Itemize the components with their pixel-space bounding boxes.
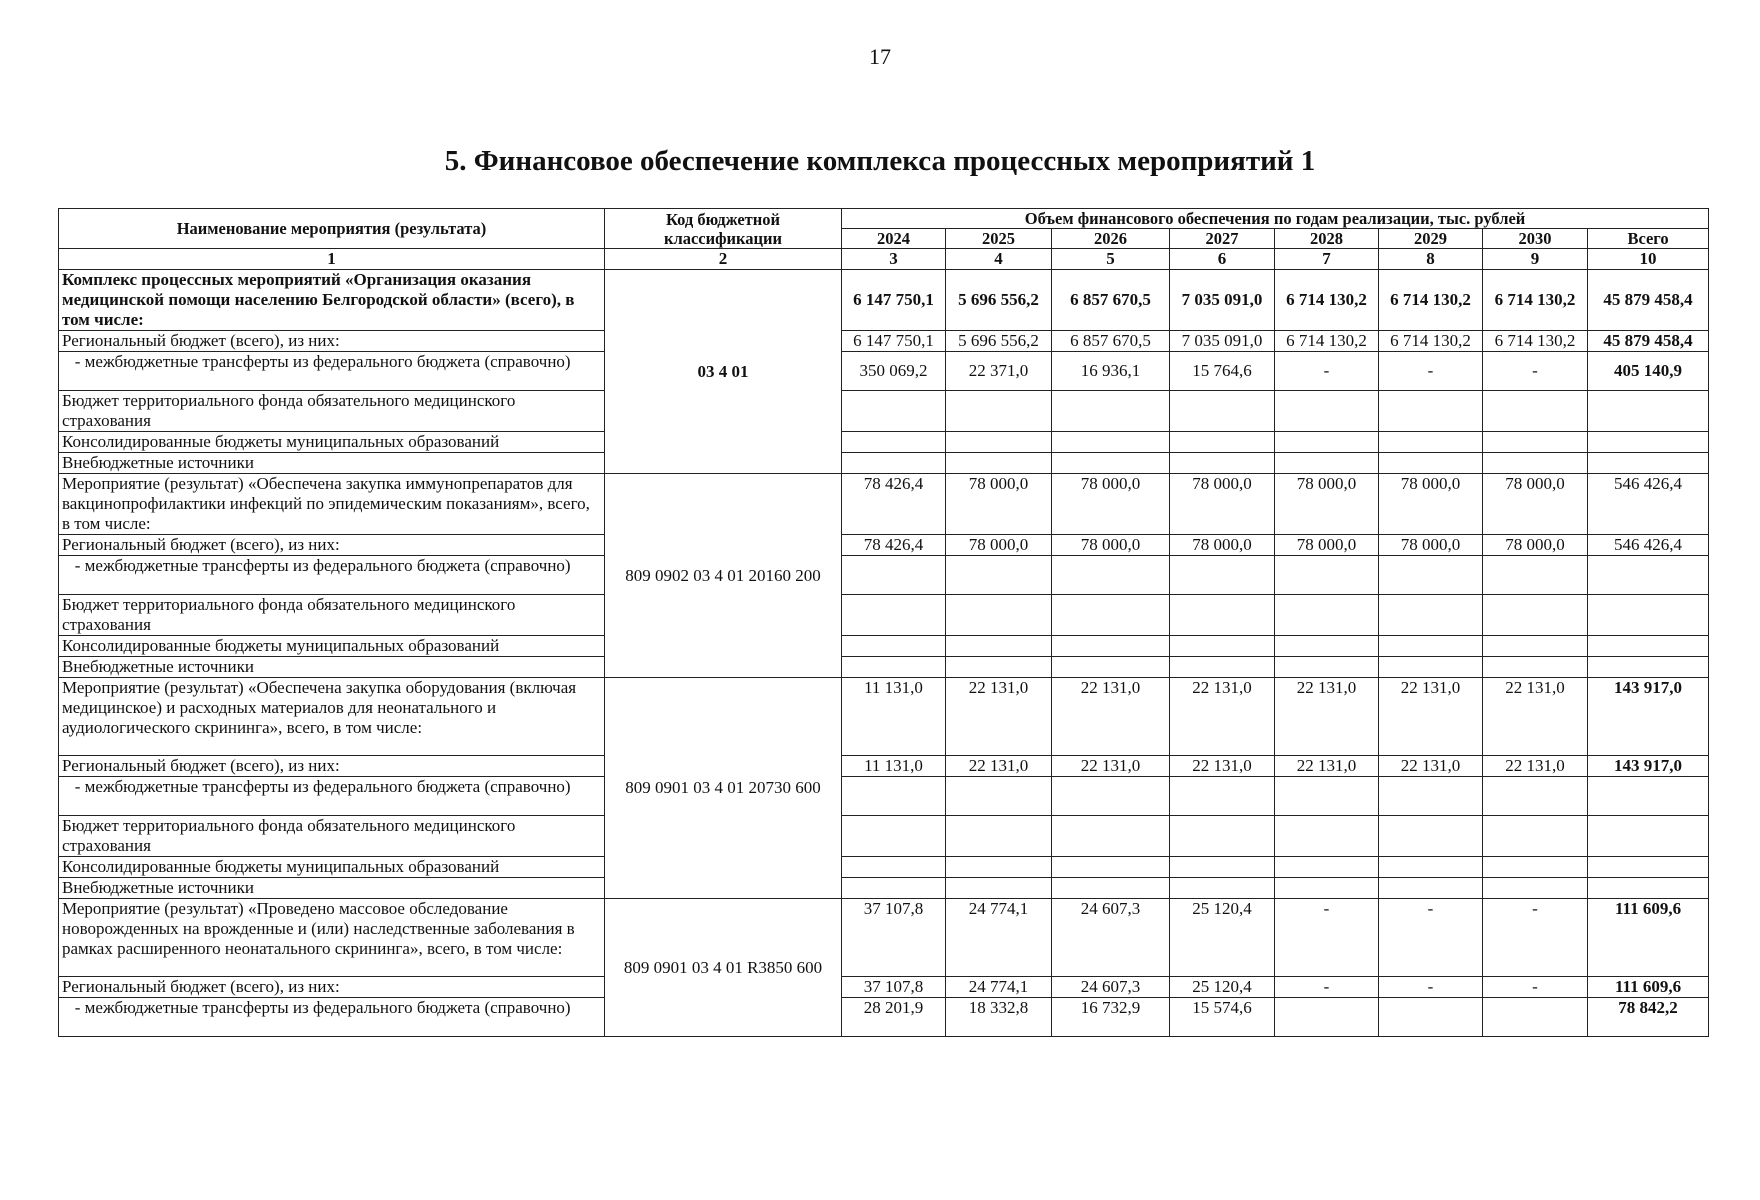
- value-total: [1588, 556, 1709, 595]
- value-year: 78 000,0: [1483, 474, 1588, 535]
- value-total: [1588, 453, 1709, 474]
- value-total: [1588, 432, 1709, 453]
- value-year: [1170, 857, 1275, 878]
- value-year: [1275, 657, 1379, 678]
- table-row: [59, 977, 1709, 998]
- value-year: [1170, 636, 1275, 657]
- row-name: Внебюджетные источники: [59, 878, 605, 899]
- row-name: Мероприятие (результат) «Обеспечена закупка оборудования (включая медицинское) и расходных материалов для неонатального и аудиологического скрининга», всего, в том числе:: [59, 678, 605, 756]
- value-total: [1588, 657, 1709, 678]
- value-year: 6 714 130,2: [1275, 270, 1379, 331]
- value-year: [842, 857, 946, 878]
- value-year: 78 000,0: [946, 474, 1052, 535]
- value-year: 6 147 750,1: [842, 270, 946, 331]
- row-name: Внебюджетные источники: [59, 657, 605, 678]
- value-year: 22 131,0: [946, 756, 1052, 777]
- value-year: [1052, 595, 1170, 636]
- column-number: 9: [1483, 249, 1588, 270]
- row-name: Консолидированные бюджеты муниципальных образований: [59, 432, 605, 453]
- value-year: [842, 391, 946, 432]
- value-total: [1588, 816, 1709, 857]
- value-year: [1483, 816, 1588, 857]
- row-name: - межбюджетные трансферты из федерального бюджета (справочно): [59, 352, 605, 391]
- value-total: [1588, 595, 1709, 636]
- value-year: [1379, 391, 1483, 432]
- table-row: [59, 331, 1709, 352]
- value-year: 24 607,3: [1052, 977, 1170, 998]
- value-year: [1170, 657, 1275, 678]
- value-year: [946, 391, 1052, 432]
- table-row: [59, 595, 1709, 636]
- value-year: [1170, 453, 1275, 474]
- value-year: 78 000,0: [1170, 535, 1275, 556]
- value-year: 25 120,4: [1170, 977, 1275, 998]
- row-name: Региональный бюджет (всего), из них:: [59, 331, 605, 352]
- value-total: 546 426,4: [1588, 474, 1709, 535]
- row-name: Мероприятие (результат) «Обеспечена закупка иммунопрепаратов для вакцинопрофилактики инфекций по эпидемическим показаниям», всего, в том числе:: [59, 474, 605, 535]
- value-year: -: [1379, 352, 1483, 391]
- value-year: [842, 432, 946, 453]
- value-year: 24 774,1: [946, 899, 1052, 977]
- value-year: [1379, 595, 1483, 636]
- value-year: 78 000,0: [946, 535, 1052, 556]
- value-year: [1052, 657, 1170, 678]
- value-total: [1588, 777, 1709, 816]
- value-year: [946, 857, 1052, 878]
- page-number: 17: [869, 44, 891, 69]
- value-year: [1170, 878, 1275, 899]
- value-year: [946, 816, 1052, 857]
- value-year: [1170, 556, 1275, 595]
- table-row: [59, 998, 1709, 1037]
- value-year: [1275, 636, 1379, 657]
- value-year: [946, 636, 1052, 657]
- value-year: 22 131,0: [1170, 756, 1275, 777]
- value-year: [1275, 816, 1379, 857]
- value-year: [1275, 777, 1379, 816]
- value-year: [1379, 453, 1483, 474]
- value-year: 6 714 130,2: [1483, 331, 1588, 352]
- value-year: 7 035 091,0: [1170, 331, 1275, 352]
- value-total: 546 426,4: [1588, 535, 1709, 556]
- value-total: [1588, 857, 1709, 878]
- value-year: [1275, 857, 1379, 878]
- value-year: [1379, 432, 1483, 453]
- table-row: [59, 878, 1709, 899]
- value-year: 78 000,0: [1379, 535, 1483, 556]
- value-year: 22 371,0: [946, 352, 1052, 391]
- value-year: [1275, 595, 1379, 636]
- column-number: 8: [1379, 249, 1483, 270]
- value-year: [946, 657, 1052, 678]
- value-year: [1275, 391, 1379, 432]
- value-year: [1170, 595, 1275, 636]
- header-name: Наименование мероприятия (результата): [59, 209, 605, 249]
- budget-code: 809 0902 03 4 01 20160 200: [605, 474, 842, 678]
- value-year: [842, 636, 946, 657]
- value-year: [1275, 432, 1379, 453]
- value-year: 22 131,0: [1483, 756, 1588, 777]
- column-number: 7: [1275, 249, 1379, 270]
- value-year: 6 714 130,2: [1275, 331, 1379, 352]
- value-year: [842, 657, 946, 678]
- header-year: 2030: [1483, 229, 1588, 249]
- value-year: -: [1275, 352, 1379, 391]
- table-row: [59, 270, 1709, 331]
- table-row: [59, 535, 1709, 556]
- value-year: [1379, 777, 1483, 816]
- table-row: [59, 636, 1709, 657]
- value-year: 22 131,0: [1052, 756, 1170, 777]
- table-row: [59, 474, 1709, 535]
- value-year: 24 607,3: [1052, 899, 1170, 977]
- value-year: [1379, 857, 1483, 878]
- value-year: [1483, 998, 1588, 1037]
- value-year: [1379, 816, 1483, 857]
- column-number: 4: [946, 249, 1052, 270]
- financing-table: [58, 208, 1709, 1037]
- value-year: 6 714 130,2: [1379, 331, 1483, 352]
- value-year: 78 426,4: [842, 474, 946, 535]
- value-year: 78 426,4: [842, 535, 946, 556]
- value-year: 78 000,0: [1275, 474, 1379, 535]
- value-year: [1275, 556, 1379, 595]
- value-year: [1379, 998, 1483, 1037]
- value-year: 6 714 130,2: [1483, 270, 1588, 331]
- value-year: 6 857 670,5: [1052, 331, 1170, 352]
- header-volume: Объем финансового обеспечения по годам реализации, тыс. рублей: [842, 209, 1709, 229]
- value-year: 78 000,0: [1170, 474, 1275, 535]
- value-year: 7 035 091,0: [1170, 270, 1275, 331]
- value-year: [946, 432, 1052, 453]
- value-total: 45 879 458,4: [1588, 331, 1709, 352]
- value-year: -: [1275, 977, 1379, 998]
- value-year: 78 000,0: [1052, 535, 1170, 556]
- value-year: 15 764,6: [1170, 352, 1275, 391]
- table-row: [59, 899, 1709, 977]
- value-year: -: [1275, 899, 1379, 977]
- header-year: 2025: [946, 229, 1052, 249]
- value-year: [946, 453, 1052, 474]
- value-year: 350 069,2: [842, 352, 946, 391]
- value-year: 16 732,9: [1052, 998, 1170, 1037]
- value-year: [1052, 816, 1170, 857]
- value-year: [1379, 657, 1483, 678]
- row-name: - межбюджетные трансферты из федерального бюджета (справочно): [59, 998, 605, 1037]
- value-year: 6 857 670,5: [1052, 270, 1170, 331]
- value-year: [1379, 878, 1483, 899]
- value-year: 22 131,0: [1275, 678, 1379, 756]
- value-year: [1052, 556, 1170, 595]
- table-row: [59, 816, 1709, 857]
- row-name: Бюджет территориального фонда обязательного медицинского страхования: [59, 816, 605, 857]
- budget-code: 03 4 01: [605, 270, 842, 474]
- header-year: 2029: [1379, 229, 1483, 249]
- value-year: 24 774,1: [946, 977, 1052, 998]
- row-name: Мероприятие (результат) «Проведено массовое обследование новорожденных на врожденные и (или) наследственные заболевания в рамках расширенного неонатального скрининга», всего, в том числе:: [59, 899, 605, 977]
- value-total: 111 609,6: [1588, 977, 1709, 998]
- column-number: 3: [842, 249, 946, 270]
- column-number: 2: [605, 249, 842, 270]
- value-year: 22 131,0: [1379, 678, 1483, 756]
- value-year: 18 332,8: [946, 998, 1052, 1037]
- table-row: [59, 432, 1709, 453]
- value-year: 25 120,4: [1170, 899, 1275, 977]
- value-year: [1483, 432, 1588, 453]
- value-year: [1052, 432, 1170, 453]
- value-year: [842, 556, 946, 595]
- value-year: [1483, 556, 1588, 595]
- column-number: 10: [1588, 249, 1709, 270]
- value-year: [1052, 878, 1170, 899]
- value-year: [1483, 453, 1588, 474]
- table-row: [59, 657, 1709, 678]
- header-year: 2028: [1275, 229, 1379, 249]
- value-year: [1052, 777, 1170, 816]
- header-code: Код бюджетной классификации: [605, 209, 842, 249]
- row-name: Консолидированные бюджеты муниципальных образований: [59, 636, 605, 657]
- row-name: Комплекс процессных мероприятий «Организация оказания медицинской помощи населению Белгородской области» (всего), в том числе:: [59, 270, 605, 331]
- value-year: [842, 595, 946, 636]
- value-year: [1483, 878, 1588, 899]
- value-total: 143 917,0: [1588, 756, 1709, 777]
- value-year: [1483, 857, 1588, 878]
- value-year: [1483, 657, 1588, 678]
- value-year: 5 696 556,2: [946, 270, 1052, 331]
- row-name: - межбюджетные трансферты из федерального бюджета (справочно): [59, 777, 605, 816]
- row-name: Консолидированные бюджеты муниципальных образований: [59, 857, 605, 878]
- row-name: Бюджет территориального фонда обязательного медицинского страхования: [59, 595, 605, 636]
- value-year: -: [1483, 352, 1588, 391]
- value-year: 22 131,0: [1170, 678, 1275, 756]
- value-year: [1052, 857, 1170, 878]
- value-year: 16 936,1: [1052, 352, 1170, 391]
- value-year: 22 131,0: [1052, 678, 1170, 756]
- table-row: [59, 352, 1709, 391]
- value-total: [1588, 391, 1709, 432]
- header-year: 2026: [1052, 229, 1170, 249]
- value-year: [1052, 453, 1170, 474]
- value-year: 15 574,6: [1170, 998, 1275, 1037]
- budget-code: 809 0901 03 4 01 20730 600: [605, 678, 842, 899]
- value-year: [1379, 636, 1483, 657]
- value-year: [946, 556, 1052, 595]
- value-year: -: [1379, 977, 1483, 998]
- value-year: [842, 878, 946, 899]
- value-year: [946, 878, 1052, 899]
- value-year: 37 107,8: [842, 899, 946, 977]
- value-year: [946, 595, 1052, 636]
- value-year: [1483, 391, 1588, 432]
- value-year: 28 201,9: [842, 998, 946, 1037]
- value-year: [946, 777, 1052, 816]
- row-name: Региональный бюджет (всего), из них:: [59, 756, 605, 777]
- value-year: -: [1483, 899, 1588, 977]
- header-year: 2024: [842, 229, 946, 249]
- value-year: [1483, 595, 1588, 636]
- value-year: 11 131,0: [842, 678, 946, 756]
- value-year: [842, 777, 946, 816]
- value-year: -: [1483, 977, 1588, 998]
- budget-code: 809 0901 03 4 01 R3850 600: [605, 899, 842, 1037]
- value-year: 22 131,0: [946, 678, 1052, 756]
- table-row: [59, 678, 1709, 756]
- row-name: Внебюджетные источники: [59, 453, 605, 474]
- value-year: [842, 453, 946, 474]
- value-year: [842, 816, 946, 857]
- value-year: 78 000,0: [1052, 474, 1170, 535]
- page-title: 5. Финансовое обеспечение комплекса процессных мероприятий 1: [444, 145, 1316, 177]
- value-year: -: [1379, 899, 1483, 977]
- row-name: Региональный бюджет (всего), из них:: [59, 535, 605, 556]
- value-year: 11 131,0: [842, 756, 946, 777]
- value-total: 78 842,2: [1588, 998, 1709, 1037]
- value-year: [1170, 391, 1275, 432]
- table-row: [59, 777, 1709, 816]
- value-year: 78 000,0: [1483, 535, 1588, 556]
- value-year: 6 147 750,1: [842, 331, 946, 352]
- value-year: 78 000,0: [1275, 535, 1379, 556]
- header-year: 2027: [1170, 229, 1275, 249]
- header-year: Всего: [1588, 229, 1709, 249]
- value-year: 37 107,8: [842, 977, 946, 998]
- value-year: [1170, 777, 1275, 816]
- value-total: 405 140,9: [1588, 352, 1709, 391]
- table-row: [59, 453, 1709, 474]
- column-number: 1: [59, 249, 605, 270]
- value-year: [1275, 453, 1379, 474]
- value-total: 111 609,6: [1588, 899, 1709, 977]
- value-year: [1170, 816, 1275, 857]
- value-year: [1275, 878, 1379, 899]
- row-name: Бюджет территориального фонда обязательного медицинского страхования: [59, 391, 605, 432]
- value-year: 22 131,0: [1275, 756, 1379, 777]
- value-year: 22 131,0: [1483, 678, 1588, 756]
- value-year: [1170, 432, 1275, 453]
- value-year: [1483, 777, 1588, 816]
- table-row: [59, 756, 1709, 777]
- value-year: 22 131,0: [1379, 756, 1483, 777]
- table-row: [59, 556, 1709, 595]
- row-name: Региональный бюджет (всего), из них:: [59, 977, 605, 998]
- value-total: [1588, 636, 1709, 657]
- value-year: [1483, 636, 1588, 657]
- value-year: 5 696 556,2: [946, 331, 1052, 352]
- row-name: - межбюджетные трансферты из федерального бюджета (справочно): [59, 556, 605, 595]
- value-year: [1379, 556, 1483, 595]
- value-total: [1588, 878, 1709, 899]
- value-total: 143 917,0: [1588, 678, 1709, 756]
- table-row: [59, 857, 1709, 878]
- value-total: 45 879 458,4: [1588, 270, 1709, 331]
- value-year: 78 000,0: [1379, 474, 1483, 535]
- column-number: 6: [1170, 249, 1275, 270]
- value-year: [1275, 998, 1379, 1037]
- value-year: 6 714 130,2: [1379, 270, 1483, 331]
- value-year: [1052, 636, 1170, 657]
- value-year: [1052, 391, 1170, 432]
- column-number: 5: [1052, 249, 1170, 270]
- table-row: [59, 391, 1709, 432]
